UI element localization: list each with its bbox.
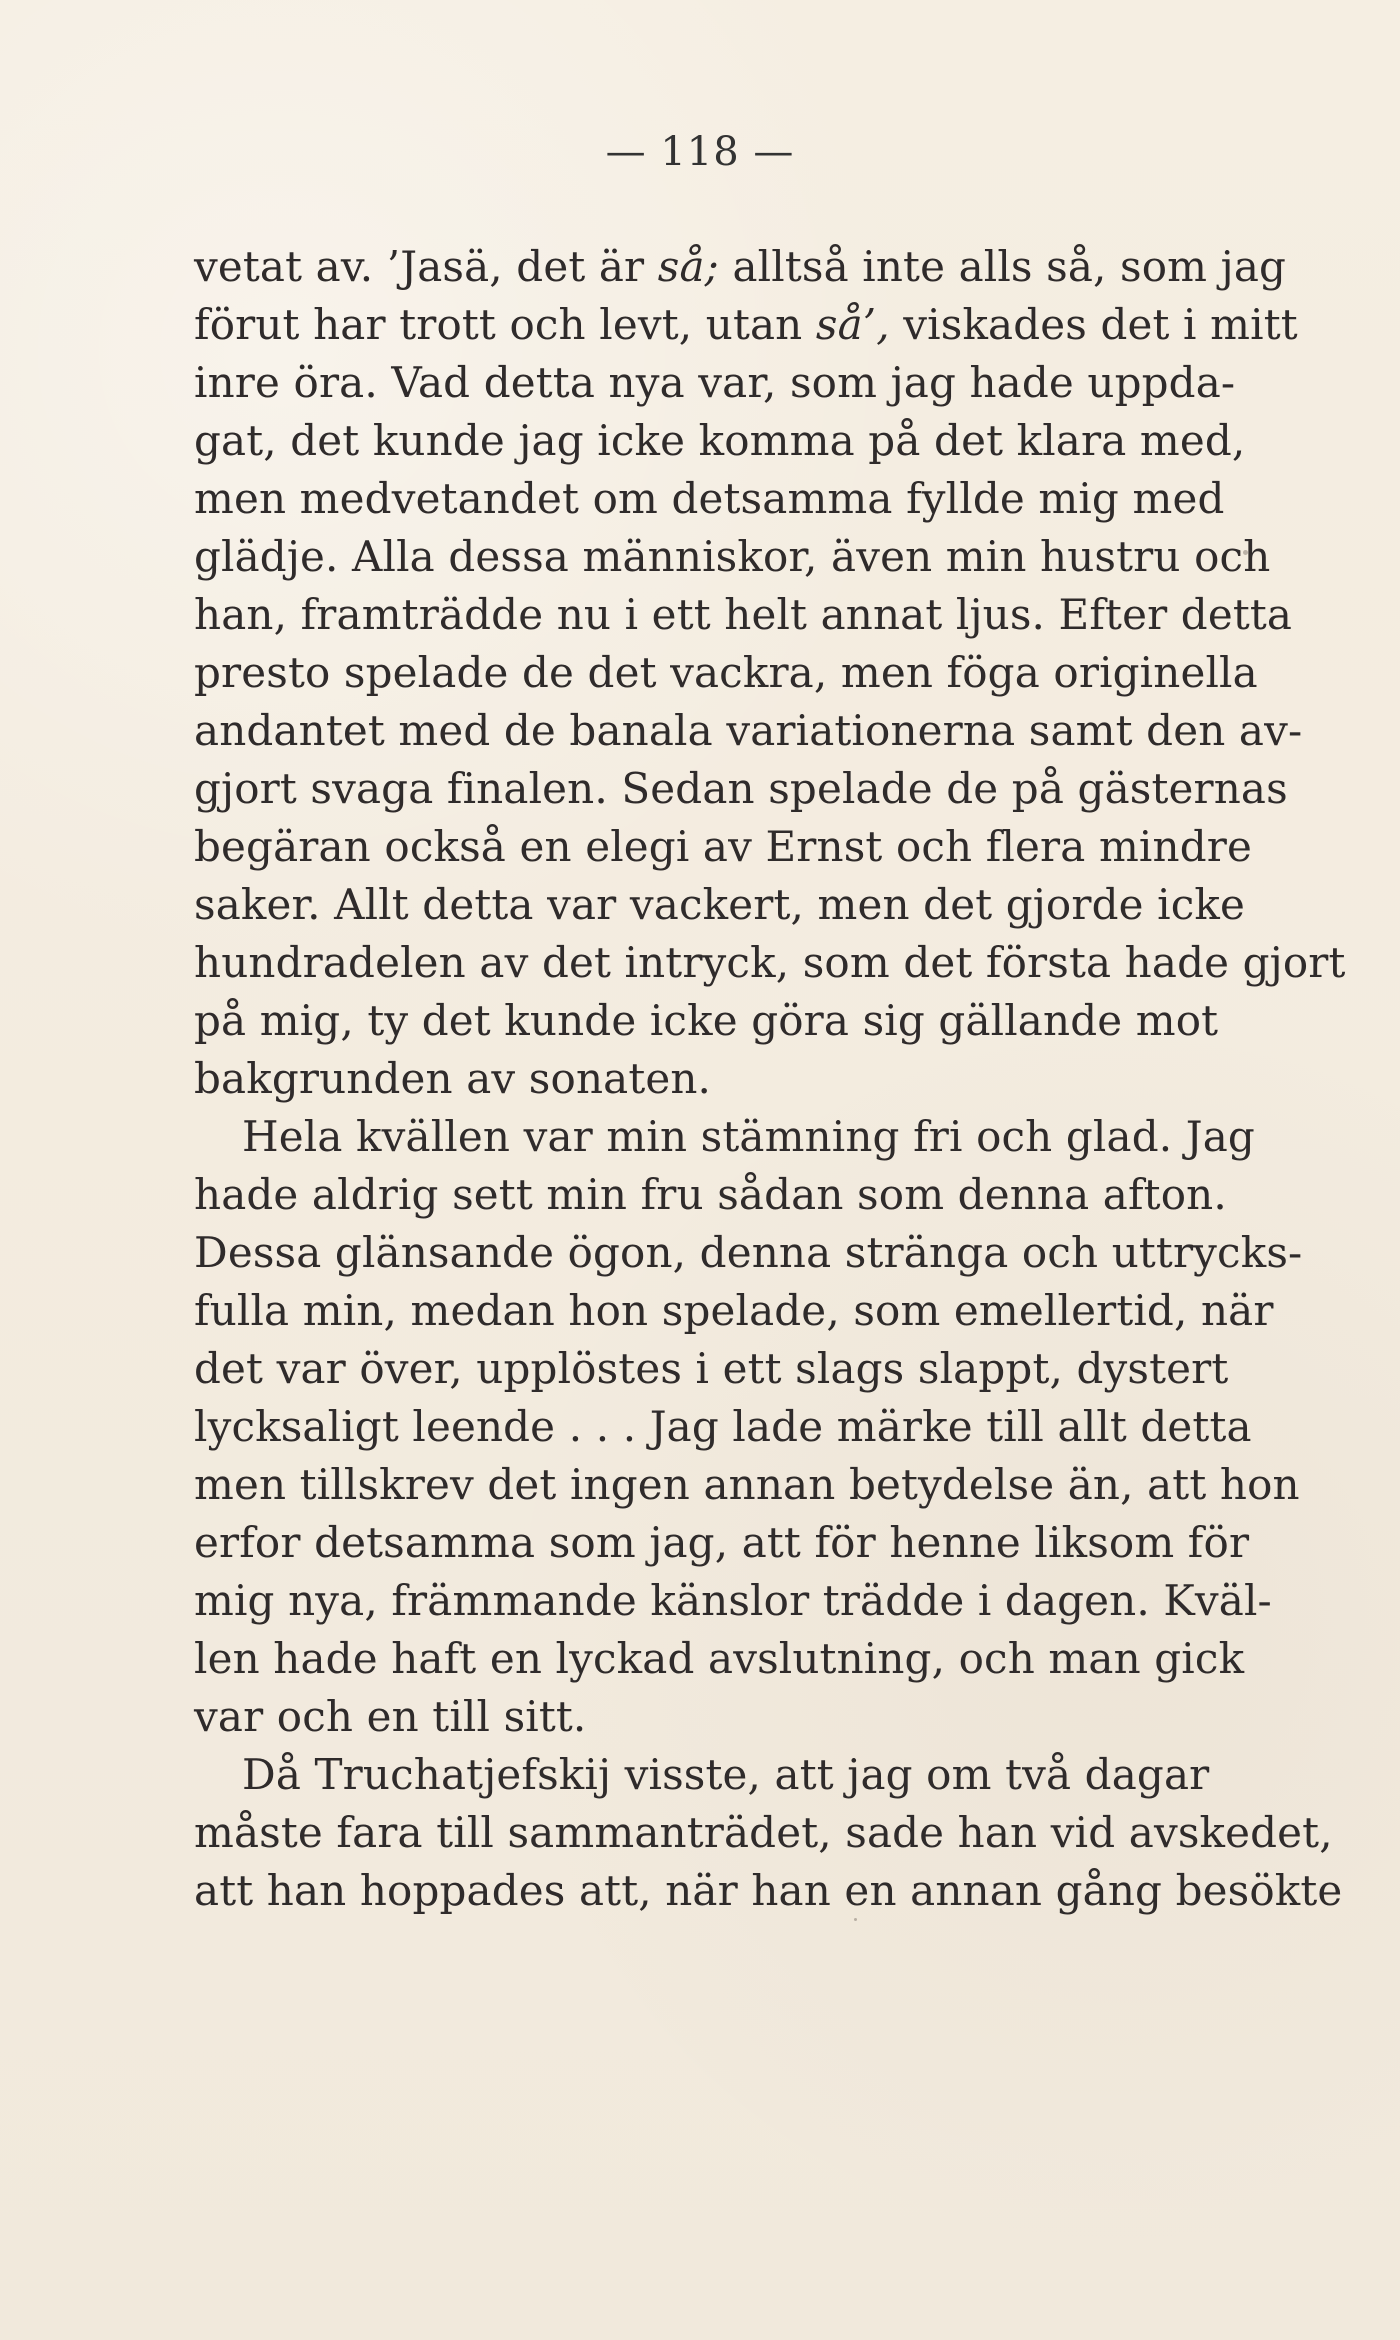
text-line (194, 586, 1293, 644)
italic-text-segment: så’, (815, 300, 890, 349)
text-segment: glädje. Alla dessa människor, även min hustru och (194, 532, 1271, 581)
text-line (194, 470, 1252, 528)
text-segment: len hade haft en lyckad avslutning, och man gick (194, 1634, 1245, 1683)
text-segment: Hela kvällen var min stämning fri och glad. Jag (242, 1112, 1255, 1161)
text-segment: saker. Allt detta var vackert, men det gjorde icke (194, 880, 1245, 929)
text-segment: mig nya, främmande känslor trädde i dagen. Kväl- (194, 1576, 1272, 1625)
text-segment: hundradelen av det intryck, som det första hade gjort (194, 938, 1346, 987)
text-segment: Dessa glänsande ögon, denna stränga och uttrycks- (194, 1228, 1303, 1277)
paper-speck (1243, 550, 1248, 555)
body-text (194, 238, 1346, 1920)
text-segment: gjort svaga finalen. Sedan spelade de på gästernas (194, 764, 1288, 813)
text-segment: fulla min, medan hon spelade, som emellertid, när (194, 1286, 1274, 1335)
text-line (194, 1050, 1252, 1108)
text-segment: Då Truchatjefskij visste, att jag om två dagar (242, 1750, 1210, 1799)
text-line (194, 1862, 1343, 1920)
text-segment: gat, det kunde jag icke komma på det klara med, (194, 416, 1246, 465)
text-segment: inre öra. Vad detta nya var, som jag hade uppda- (194, 358, 1236, 407)
text-line (194, 1340, 1252, 1398)
text-line (194, 760, 1288, 818)
text-segment: vetat av. ’Jasä, det är (194, 242, 658, 291)
text-line (194, 818, 1252, 876)
text-segment: bakgrunden av sonaten. (194, 1054, 712, 1103)
text-line (194, 412, 1252, 470)
text-segment: på mig, ty det kunde icke göra sig gällande mot (194, 996, 1219, 1045)
text-segment: viskades det i mitt (889, 300, 1298, 349)
text-segment: det var över, upplöstes i ett slags slappt, dystert (194, 1344, 1229, 1393)
text-line (194, 1282, 1274, 1340)
text-line (194, 1398, 1252, 1456)
text-line (194, 238, 1287, 296)
paper-speck (854, 1918, 857, 1921)
text-segment: att han hoppades att, när han en annan gång besökte (194, 1866, 1343, 1915)
text-line (194, 934, 1346, 992)
text-segment: hade aldrig sett min fru sådan som denna afton. (194, 1170, 1227, 1219)
text-line (194, 1224, 1303, 1282)
text-line (194, 354, 1252, 412)
text-segment: men tillskrev det ingen annan betydelse än, att hon (194, 1460, 1300, 1509)
text-line (194, 528, 1271, 586)
text-line (194, 702, 1303, 760)
text-segment: alltså inte alls så, som jag (718, 242, 1287, 291)
text-line (194, 296, 1298, 354)
text-line (194, 1572, 1272, 1630)
italic-text-segment: så; (657, 242, 719, 291)
text-line (194, 1804, 1333, 1862)
text-line (194, 1456, 1300, 1514)
page-number: — 118 — (605, 129, 795, 175)
text-segment: presto spelade de det vackra, men föga originella (194, 648, 1258, 697)
text-segment: lycksaligt leende . . . Jag lade märke till allt detta (194, 1402, 1252, 1451)
text-segment: erfor detsamma som jag, att för henne liksom för (194, 1518, 1250, 1567)
text-segment: begäran också en elegi av Ernst och flera mindre (194, 822, 1252, 871)
text-line (194, 1166, 1252, 1224)
text-line (194, 1108, 1255, 1166)
text-line (194, 1746, 1252, 1804)
text-line (194, 1688, 1252, 1746)
text-segment: han, framträdde nu i ett helt annat ljus. Efter detta (194, 590, 1293, 639)
text-segment: måste fara till sammanträdet, sade han vid avskedet, (194, 1808, 1333, 1857)
text-line (194, 1514, 1252, 1572)
text-segment: andantet med de banala variationerna samt den av- (194, 706, 1303, 755)
text-line (194, 1630, 1252, 1688)
text-segment: men medvetandet om detsamma fyllde mig med (194, 474, 1225, 523)
text-line (194, 992, 1252, 1050)
text-line (194, 876, 1252, 934)
text-line (194, 644, 1258, 702)
text-segment: var och en till sitt. (194, 1692, 587, 1741)
text-segment: förut har trott och levt, utan (194, 300, 816, 349)
